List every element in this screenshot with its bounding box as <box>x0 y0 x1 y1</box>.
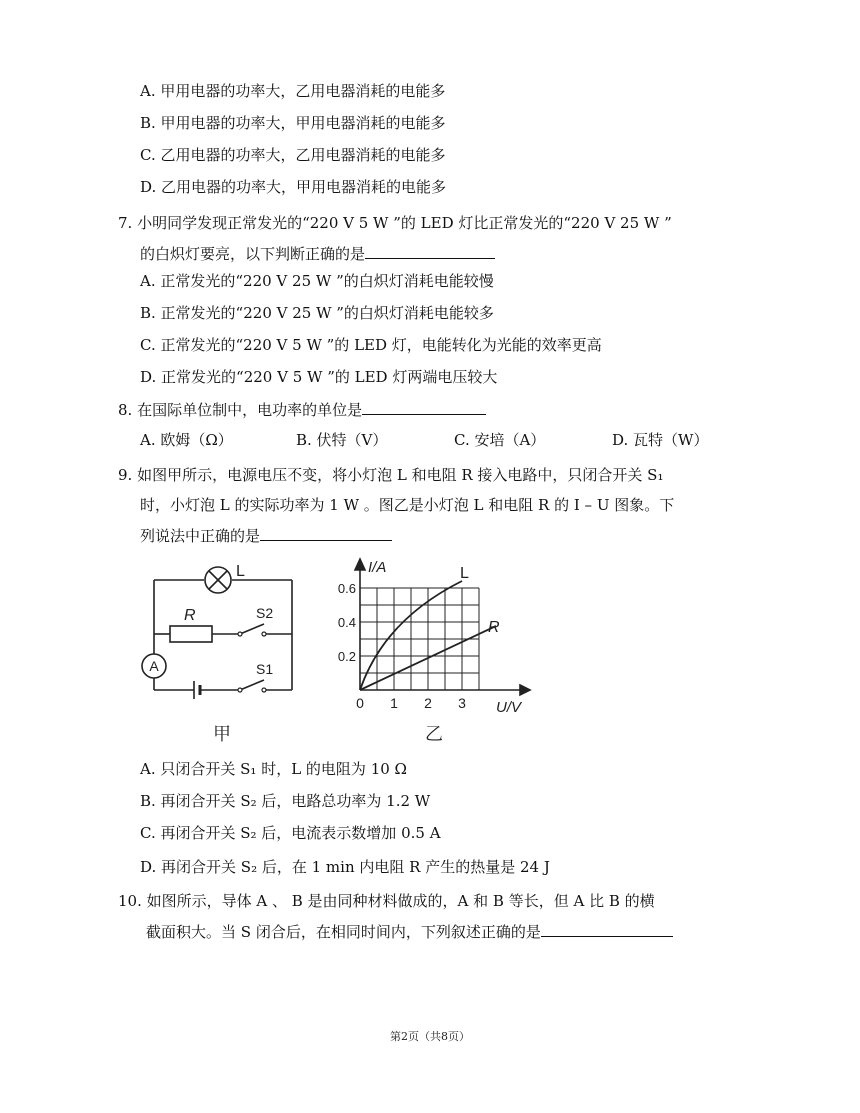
x-tick-2: 2 <box>424 695 432 711</box>
resistor-symbol <box>170 626 212 642</box>
y-tick-0.4: 0.4 <box>337 615 356 630</box>
y-tick-0.2: 0.2 <box>337 649 356 664</box>
q10-stem-line2-wrap <box>146 920 673 943</box>
q6-option-d: D. 乙用电器的功率大，甲用电器消耗的电能多 <box>140 178 447 196</box>
circuit-diagram <box>140 556 310 756</box>
q8-option-c: C. 安培（A） <box>454 431 546 449</box>
q8-option-a: A. 欧姆（Ω） <box>140 431 233 449</box>
q8-option-d: D. 瓦特（W） <box>612 431 709 449</box>
q9-answer-blank[interactable] <box>260 524 392 541</box>
q10-stem-line2: 截面积大。当 S 闭合后，在相同时间内，下列叙述正确的是 <box>146 923 541 941</box>
battery-symbol <box>194 681 200 699</box>
q6-option-b: B. 甲用电器的功率大，甲用电器消耗的电能多 <box>140 114 446 132</box>
lamp-label: L <box>236 563 245 580</box>
q9-stem-line2: 时，小灯泡 L 的实际功率为 1 W 。图乙是小灯泡 L 和电阻 R 的 I – U 图象。下 <box>140 496 675 514</box>
graph-grid <box>360 588 479 690</box>
q9-option-d: D. 再闭合开关 S₂ 后，在 1 min 内电阻 R 产生的热量是 24 J <box>140 858 550 876</box>
lamp-symbol <box>205 567 231 593</box>
q9-stem-line1: 9. 如图甲所示，电源电压不变，将小灯泡 L 和电阻 R 接入电路中，只闭合开关 S₁ <box>118 466 664 484</box>
q9-stem-line3-wrap <box>140 524 392 547</box>
q7-option-b: B. 正常发光的“220 V 25 W ”的白炽灯消耗电能较多 <box>140 304 494 322</box>
q7-option-c: C. 正常发光的“220 V 5 W ”的 LED 灯，电能转化为光能的效率更高 <box>140 336 602 354</box>
x-axis-label: U/V <box>496 699 522 716</box>
x-tick-3: 3 <box>458 695 466 711</box>
q8-stem: 8. 在国际单位制中，电功率的单位是 <box>118 401 363 419</box>
resistor-label: R <box>184 607 196 624</box>
q6-option-c: C. 乙用电器的功率大，乙用电器消耗的电能多 <box>140 146 446 164</box>
q7-option-d: D. 正常发光的“220 V 5 W ”的 LED 灯两端电压较大 <box>140 368 498 386</box>
q9-stem-line3: 列说法中正确的是 <box>140 527 261 545</box>
y-tick-0.6: 0.6 <box>337 581 356 596</box>
q9-option-c: C. 再闭合开关 S₂ 后，电流表示数增加 0.5 A <box>140 824 441 842</box>
switch1-label: S1 <box>256 661 274 677</box>
q9-option-b: B. 再闭合开关 S₂ 后，电路总功率为 1.2 W <box>140 792 431 810</box>
q8-stem-wrap <box>118 398 486 421</box>
q10-stem-line1: 10. 如图所示，导体 A 、 B 是由同种材料做成的，A 和 B 等长，但 A 比 B 的横 <box>118 892 655 910</box>
q7-stem-line2: 的白炽灯要亮，以下判断正确的是 <box>140 245 366 263</box>
switch2-label: S2 <box>256 605 274 621</box>
x-tick-0: 0 <box>356 695 364 711</box>
line-r-label: R <box>488 619 500 636</box>
q6-option-a: A. 甲用电器的功率大，乙用电器消耗的电能多 <box>140 82 446 100</box>
q7-option-a: A. 正常发光的“220 V 25 W ”的白炽灯消耗电能较慢 <box>140 272 494 290</box>
iu-graph <box>324 556 534 756</box>
y-axis-label: I/A <box>368 559 387 576</box>
ammeter-label: A <box>149 658 159 674</box>
x-tick-1: 1 <box>390 695 398 711</box>
curve-l-label: L <box>460 565 469 582</box>
q9-option-a: A. 只闭合开关 S₁ 时，L 的电阻为 10 Ω <box>140 760 407 778</box>
q7-answer-blank[interactable] <box>365 242 495 259</box>
graph-caption: 乙 <box>425 724 443 744</box>
q8-option-b: B. 伏特（V） <box>296 431 388 449</box>
q7-stem-line2-wrap <box>140 242 495 265</box>
q8-answer-blank[interactable] <box>362 398 486 415</box>
q10-answer-blank[interactable] <box>541 920 673 937</box>
page-footer: 第2页（共8页） <box>390 1030 470 1043</box>
circuit-caption: 甲 <box>213 724 231 744</box>
q7-stem-line1: 7. 小明同学发现正常发光的“220 V 5 W ”的 LED 灯比正常发光的“220 V 25 W ” <box>118 214 672 232</box>
